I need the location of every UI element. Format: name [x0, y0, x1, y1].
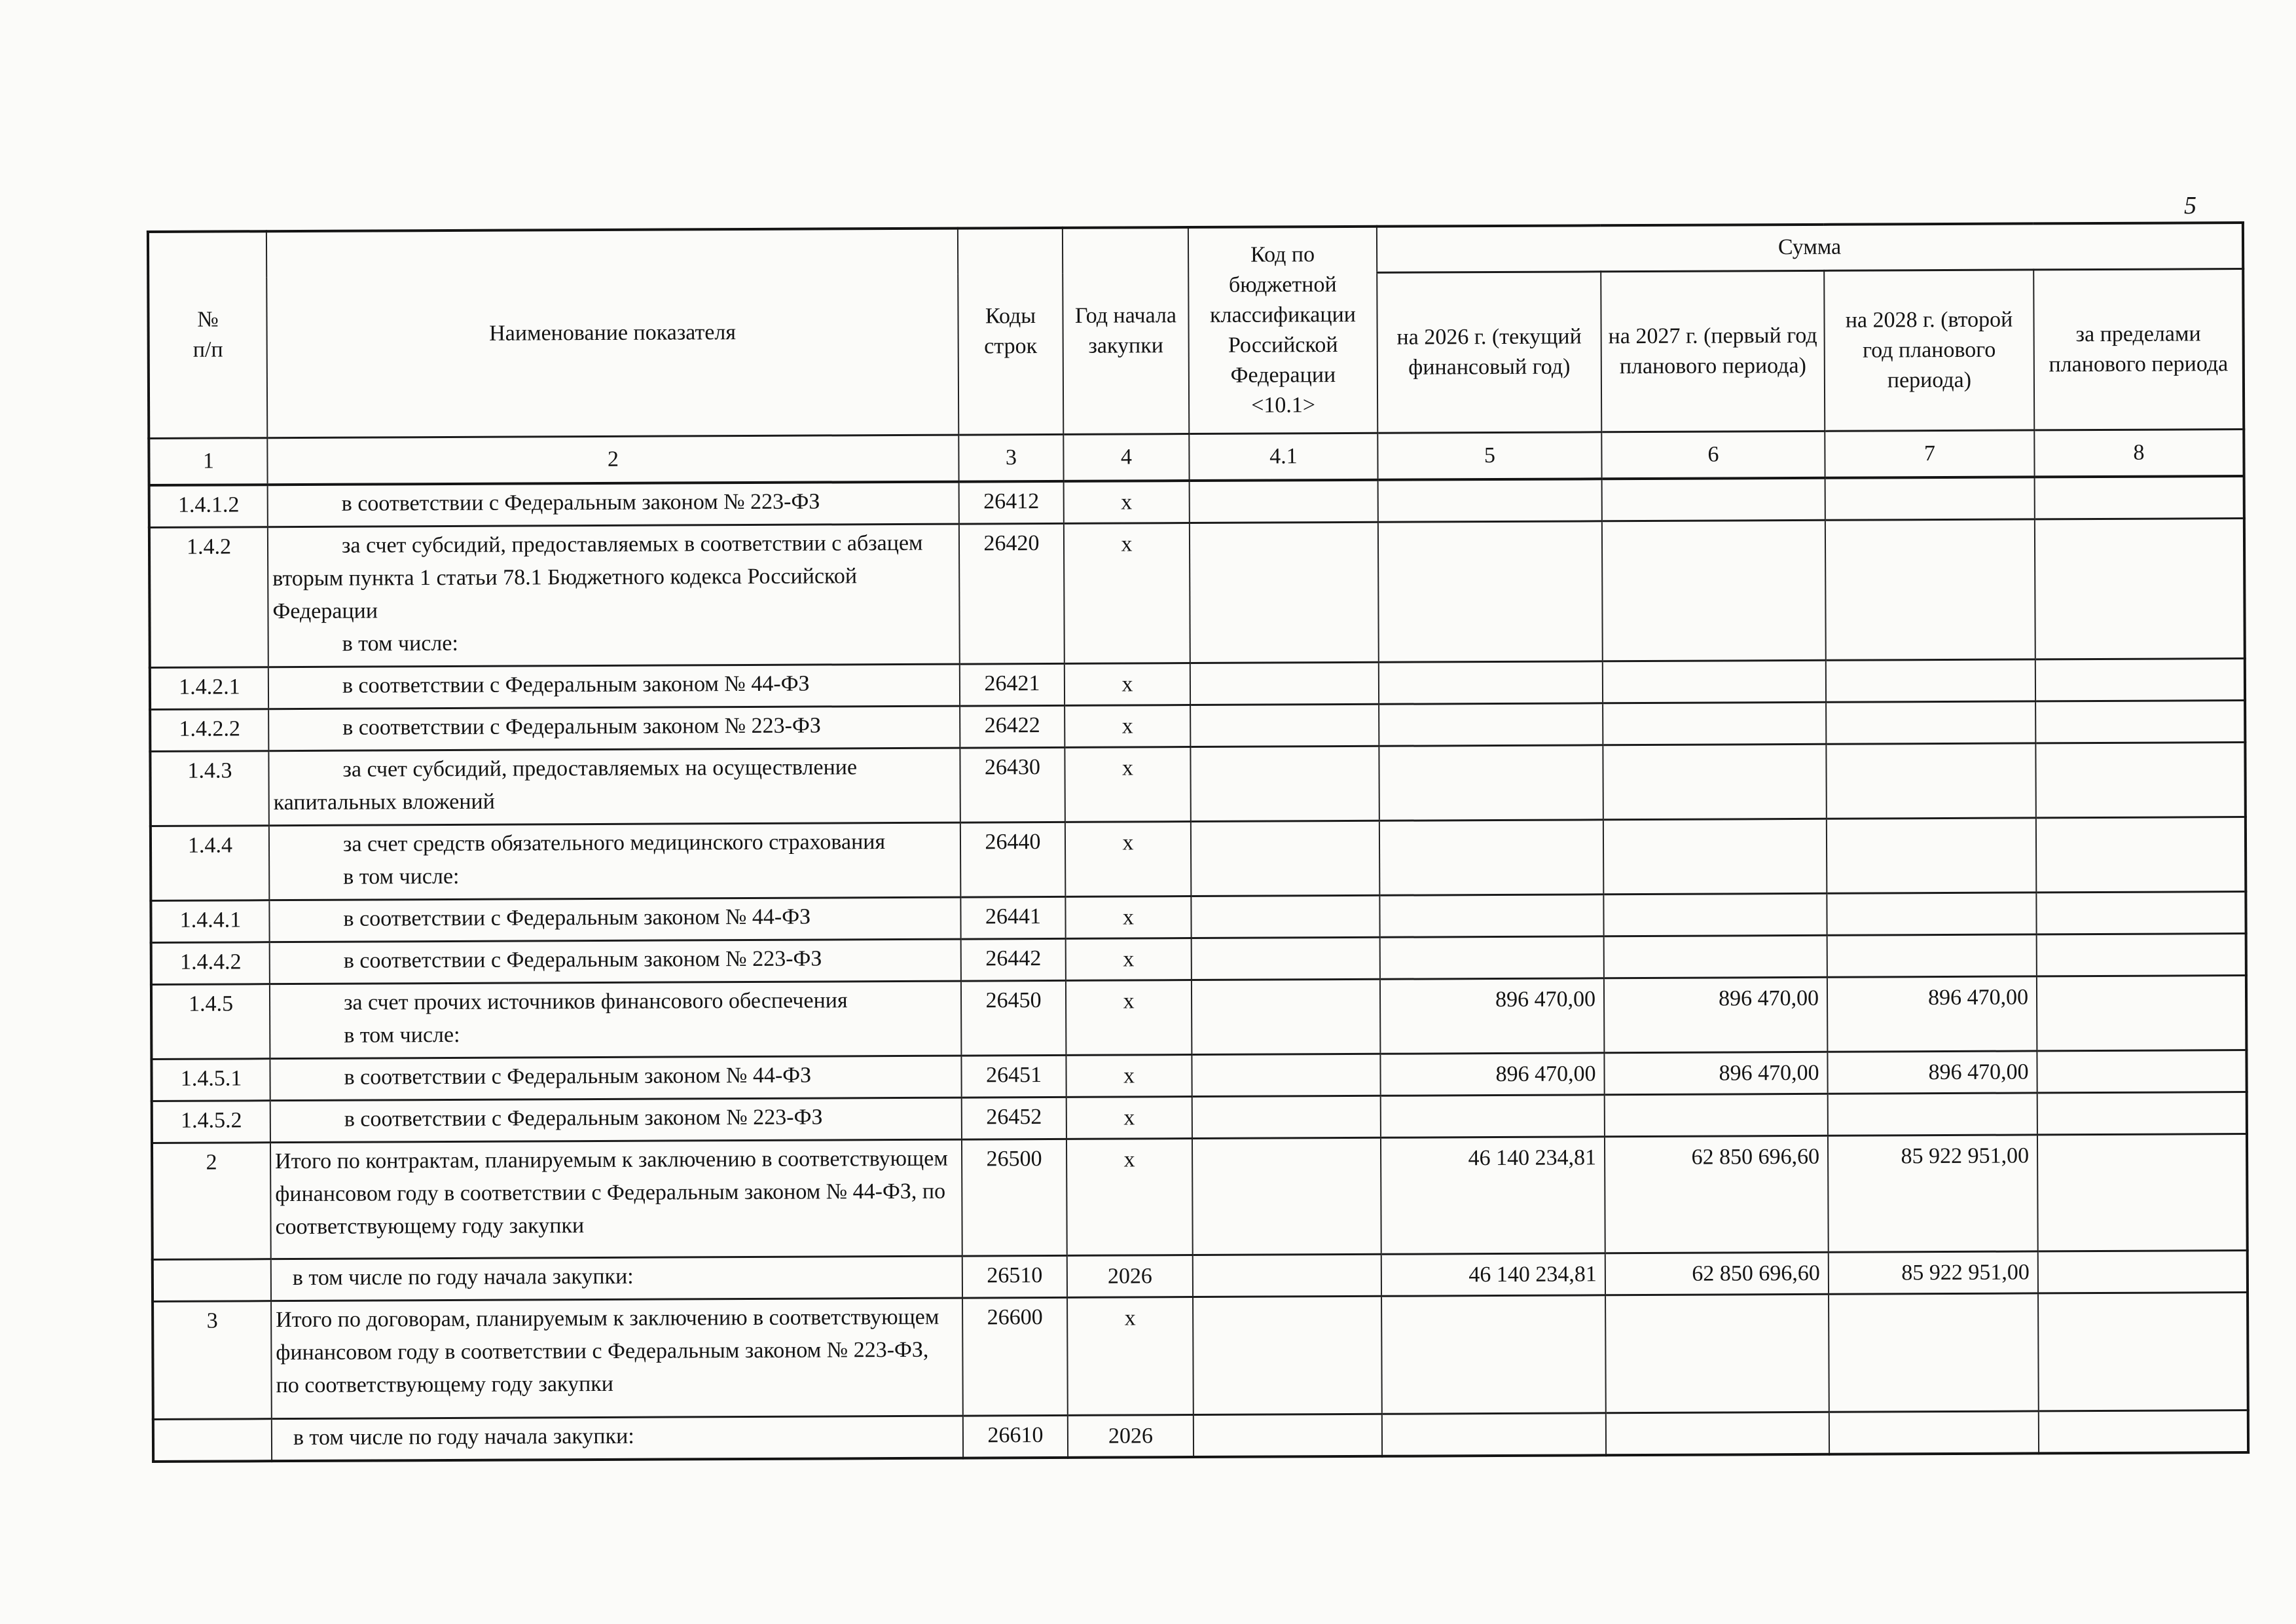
cell-indicator-name [270, 1139, 962, 1259]
cell-kbk-code [1190, 662, 1379, 705]
cell-indicator-name [268, 482, 959, 527]
indicator-text: в том числе по году начала закупки: [293, 1424, 634, 1450]
cell-sum-2026 [1378, 521, 1603, 662]
cell-sum-2026 [1379, 661, 1603, 704]
cell-sum-2026 [1381, 1095, 1605, 1137]
cell-kbk-code [1193, 1254, 1381, 1297]
cell-kbk-code [1192, 1137, 1381, 1255]
cell-sum-beyond [2035, 659, 2245, 701]
cell-kbk-code [1190, 746, 1379, 821]
cell-sum-beyond [2037, 976, 2247, 1051]
cell-purchase-year: х [1065, 705, 1190, 748]
cell-sum-beyond [2037, 1134, 2248, 1251]
table-header [148, 223, 2244, 485]
procurement-plan-table [147, 221, 2250, 1463]
cell-sum-beyond [2035, 519, 2245, 659]
cell-sum-beyond [2037, 934, 2246, 976]
cell-sum-beyond [2036, 817, 2246, 893]
cell-indicator-name [268, 524, 960, 667]
cell-indicator-name [272, 1416, 963, 1461]
indicator-text: за счет прочих источников финансового обеспечения [343, 988, 848, 1015]
indicator-text: в том числе: [342, 631, 458, 656]
header-cell-row-number: № п/п [148, 231, 267, 438]
cell-kbk-code [1191, 895, 1379, 938]
cell-sum-2026 [1379, 895, 1603, 937]
cell-row-number: 1.4.2 [149, 527, 268, 668]
table-row [153, 1411, 2248, 1462]
column-index-8: 8 [2034, 429, 2244, 477]
cell-row-number: 1.4.2.2 [150, 709, 268, 752]
cell-purchase-year: х [1065, 822, 1191, 897]
cell-kbk-code [1192, 1054, 1380, 1096]
cell-sum-2026 [1380, 936, 1604, 979]
cell-sum-2026 [1381, 1295, 1606, 1414]
cell-purchase-year: х [1066, 1055, 1192, 1098]
cell-line-code: 26422 [960, 705, 1065, 748]
cell-line-code: 26450 [961, 980, 1066, 1056]
cell-sum-2026: 46 140 234,81 [1381, 1137, 1605, 1254]
cell-sum-2027 [1604, 935, 1827, 978]
cell-sum-2026: 46 140 234,81 [1381, 1253, 1605, 1296]
cell-kbk-code [1194, 1414, 1382, 1457]
cell-sum-2027: 896 470,00 [1604, 1052, 1827, 1094]
cell-sum-beyond [2037, 1050, 2246, 1093]
cell-purchase-year: 2026 [1067, 1255, 1193, 1298]
cell-row-number: 1.4.3 [150, 751, 268, 826]
cell-sum-2026 [1382, 1413, 1606, 1456]
cell-row-number: 1.4.4.2 [151, 942, 270, 985]
cell-indicator-name [270, 939, 961, 984]
cell-sum-2028 [1826, 701, 2035, 744]
indicator-text: за счет субсидий, предоставляемых на осуществление капитальных вложений [273, 755, 858, 815]
column-index-5: 5 [1377, 432, 1601, 479]
indicator-text: в соответствии с Федеральным законом № 223-ФЗ [342, 713, 821, 740]
cell-line-code: 26500 [962, 1139, 1067, 1256]
cell-sum-2027 [1603, 660, 1826, 703]
cell-indicator-name [271, 1256, 962, 1301]
indicator-text: Итого по контрактам, планируемым к заключению в соответствующем финансовом году в соответствии с Федеральным законом № 44-ФЗ, по соответствующему году закупки [275, 1146, 948, 1240]
cell-purchase-year: х [1064, 481, 1190, 523]
indicator-text: в соответствии с Федеральным законом № 44-ФЗ [344, 1063, 812, 1090]
indicator-text: в соответствии с Федеральным законом № 44-ФЗ [342, 671, 810, 698]
indicator-text: за счет средств обязательного медицинского страхования [342, 830, 886, 857]
indicator-text: в соответствии с Федеральным законом № 223-ФЗ [344, 1105, 823, 1132]
cell-kbk-code [1192, 979, 1380, 1054]
cell-line-code: 26441 [960, 896, 1065, 939]
cell-kbk-code [1192, 1096, 1381, 1138]
cell-sum-2028 [1827, 934, 2037, 977]
cell-row-number: 2 [152, 1143, 271, 1260]
cell-kbk-code [1193, 1296, 1382, 1414]
cell-indicator-name [270, 981, 961, 1059]
cell-sum-2026: 896 470,00 [1380, 978, 1604, 1054]
cell-kbk-code [1192, 937, 1380, 980]
cell-indicator-name [271, 1298, 963, 1419]
cell-indicator-name [269, 822, 960, 900]
table-row [150, 743, 2245, 826]
cell-sum-beyond [2039, 1411, 2248, 1454]
cell-purchase-year: х [1066, 1097, 1192, 1139]
cell-sum-2028 [1825, 477, 2035, 520]
cell-purchase-year: х [1065, 896, 1191, 939]
cell-sum-2027 [1605, 1294, 1829, 1412]
cell-sum-beyond [2035, 476, 2244, 519]
cell-sum-2027: 62 850 696,60 [1605, 1252, 1829, 1295]
indicator-text: в соответствии с Федеральным законом № 223-ФЗ [343, 946, 822, 973]
column-index-row [149, 429, 2244, 485]
cell-row-number: 3 [153, 1301, 272, 1420]
cell-row-number: 1.4.5 [151, 984, 270, 1060]
cell-line-code: 26452 [962, 1097, 1066, 1139]
cell-line-code: 26421 [960, 663, 1065, 706]
cell-sum-2026 [1379, 745, 1603, 821]
cell-sum-2027 [1602, 478, 1825, 521]
cell-sum-beyond [2035, 743, 2246, 818]
cell-sum-2027 [1603, 893, 1827, 936]
cell-row-number [153, 1419, 272, 1462]
cell-line-code: 26442 [961, 938, 1066, 981]
cell-row-number: 1.4.2.1 [150, 667, 268, 710]
cell-sum-2027 [1605, 1094, 1828, 1136]
header-cell-indicator-name: Наименование показателя [266, 229, 958, 438]
cell-sum-2027 [1603, 702, 1826, 745]
cell-sum-2027 [1603, 744, 1826, 819]
cell-purchase-year: х [1064, 523, 1190, 664]
table-row [153, 1293, 2248, 1420]
cell-sum-beyond [2037, 1092, 2247, 1135]
cell-row-number: 1.4.5.2 [152, 1101, 270, 1143]
table-row [152, 1134, 2248, 1260]
cell-sum-2028 [1827, 893, 2036, 935]
column-index-3: 3 [958, 434, 1063, 482]
cell-sum-2028 [1826, 659, 2035, 702]
cell-line-code: 26451 [961, 1055, 1066, 1098]
cell-row-number: 1.4.5.1 [151, 1059, 270, 1101]
cell-purchase-year: х [1066, 980, 1192, 1056]
cell-sum-2028: 896 470,00 [1827, 976, 2037, 1052]
column-index-6: 6 [1601, 431, 1825, 479]
cell-indicator-name [269, 897, 960, 942]
cell-sum-beyond [2036, 892, 2246, 934]
header-cell-sum-2026: на 2026 г. (текущий финансовый год) [1377, 271, 1601, 432]
cell-sum-2028 [1827, 818, 2036, 893]
cell-indicator-name [270, 1056, 961, 1101]
cell-sum-2028 [1826, 743, 2035, 819]
indicator-text: в том числе: [344, 1022, 460, 1048]
column-index-2: 2 [267, 435, 958, 485]
cell-purchase-year: 2026 [1068, 1415, 1194, 1458]
header-cell-sum-2028: на 2028 г. (второй год планового периода) [1824, 269, 2034, 430]
cell-sum-2027 [1603, 819, 1827, 894]
header-cell-sum-2027: на 2027 г. (первый год планового периода) [1601, 270, 1825, 432]
cell-line-code: 26510 [962, 1255, 1067, 1298]
page-number: 5 [2184, 192, 2196, 219]
header-cell-purchase-year: Год начала закупки [1063, 227, 1189, 434]
cell-sum-2026 [1378, 479, 1602, 522]
cell-indicator-name [270, 1098, 962, 1143]
cell-sum-2028 [1825, 519, 2035, 660]
cell-sum-2028: 85 922 951,00 [1828, 1135, 2038, 1252]
cell-indicator-name [268, 664, 960, 709]
header-cell-line-codes: Коды строк [958, 228, 1063, 435]
cell-kbk-code [1190, 704, 1379, 747]
cell-purchase-year: х [1066, 1139, 1193, 1256]
cell-sum-beyond [2035, 701, 2245, 743]
cell-indicator-name [268, 748, 960, 826]
cell-line-code: 26610 [963, 1415, 1068, 1458]
cell-kbk-code [1191, 821, 1379, 896]
indicator-text: в соответствии с Федеральным законом № 44-ФЗ [343, 904, 811, 931]
column-index-7: 7 [1825, 430, 2034, 477]
cell-sum-2027: 896 470,00 [1604, 977, 1827, 1052]
column-index-4-1: 4.1 [1189, 433, 1377, 481]
cell-line-code: 26430 [960, 747, 1065, 822]
indicator-text: Итого по договорам, планируемым к заключению в соответствующем финансовом году в соответствии с Федеральным законом № 223-ФЗ, по соответствующему году закупки [276, 1304, 939, 1398]
cell-sum-2026 [1379, 820, 1603, 895]
cell-line-code: 26412 [959, 481, 1064, 524]
cell-sum-2027: 62 850 696,60 [1605, 1135, 1829, 1253]
cell-purchase-year: х [1065, 663, 1190, 706]
cell-row-number: 1.4.4 [151, 826, 269, 901]
cell-sum-beyond [2038, 1251, 2248, 1293]
cell-row-number [153, 1259, 271, 1302]
column-index-1: 1 [149, 437, 267, 485]
cell-kbk-code [1190, 480, 1378, 523]
indicator-text: за счет субсидий, предоставляемых в соответствии с абзацем вторым пункта 1 статьи 78.1 Бюджетного кодекса Российской Федерации [272, 530, 923, 624]
cell-sum-2028 [1829, 1293, 2039, 1412]
cell-row-number: 1.4.4.1 [151, 900, 269, 943]
table-row [151, 817, 2246, 901]
cell-sum-2028 [1829, 1411, 2039, 1454]
cell-kbk-code [1190, 522, 1379, 663]
cell-line-code: 26600 [962, 1297, 1068, 1416]
indicator-text: в том числе: [343, 864, 460, 889]
cell-purchase-year: х [1067, 1297, 1194, 1416]
indicator-text: в том числе по году начала закупки: [292, 1264, 634, 1291]
cell-purchase-year: х [1066, 938, 1192, 981]
cell-sum-2028: 896 470,00 [1827, 1051, 2037, 1094]
cell-sum-2026 [1379, 703, 1603, 746]
cell-purchase-year: х [1065, 747, 1190, 822]
cell-sum-beyond [2038, 1293, 2248, 1411]
table-body [149, 476, 2249, 1462]
cell-sum-2028: 85 922 951,00 [1829, 1251, 2038, 1294]
header-cell-kbk-code: Код по бюджетной классификации Российской Федерации <10.1> [1188, 227, 1377, 434]
header-cell-sum-group: Сумма [1377, 223, 2243, 272]
cell-indicator-name [268, 706, 960, 751]
cell-sum-2026: 896 470,00 [1380, 1053, 1604, 1096]
cell-sum-2028 [1828, 1093, 2037, 1135]
cell-sum-2027 [1602, 520, 1826, 661]
column-index-4: 4 [1063, 434, 1189, 481]
cell-line-code: 26440 [960, 822, 1065, 897]
header-cell-sum-beyond: за пределами планового периода [2033, 268, 2244, 430]
cell-row-number: 1.4.1.2 [149, 485, 268, 527]
table-row [151, 976, 2246, 1060]
indicator-text: в соответствии с Федеральным законом № 223-ФЗ [341, 489, 820, 516]
cell-line-code: 26420 [959, 523, 1065, 664]
cell-sum-2027 [1606, 1412, 1829, 1455]
table-row [149, 519, 2245, 668]
